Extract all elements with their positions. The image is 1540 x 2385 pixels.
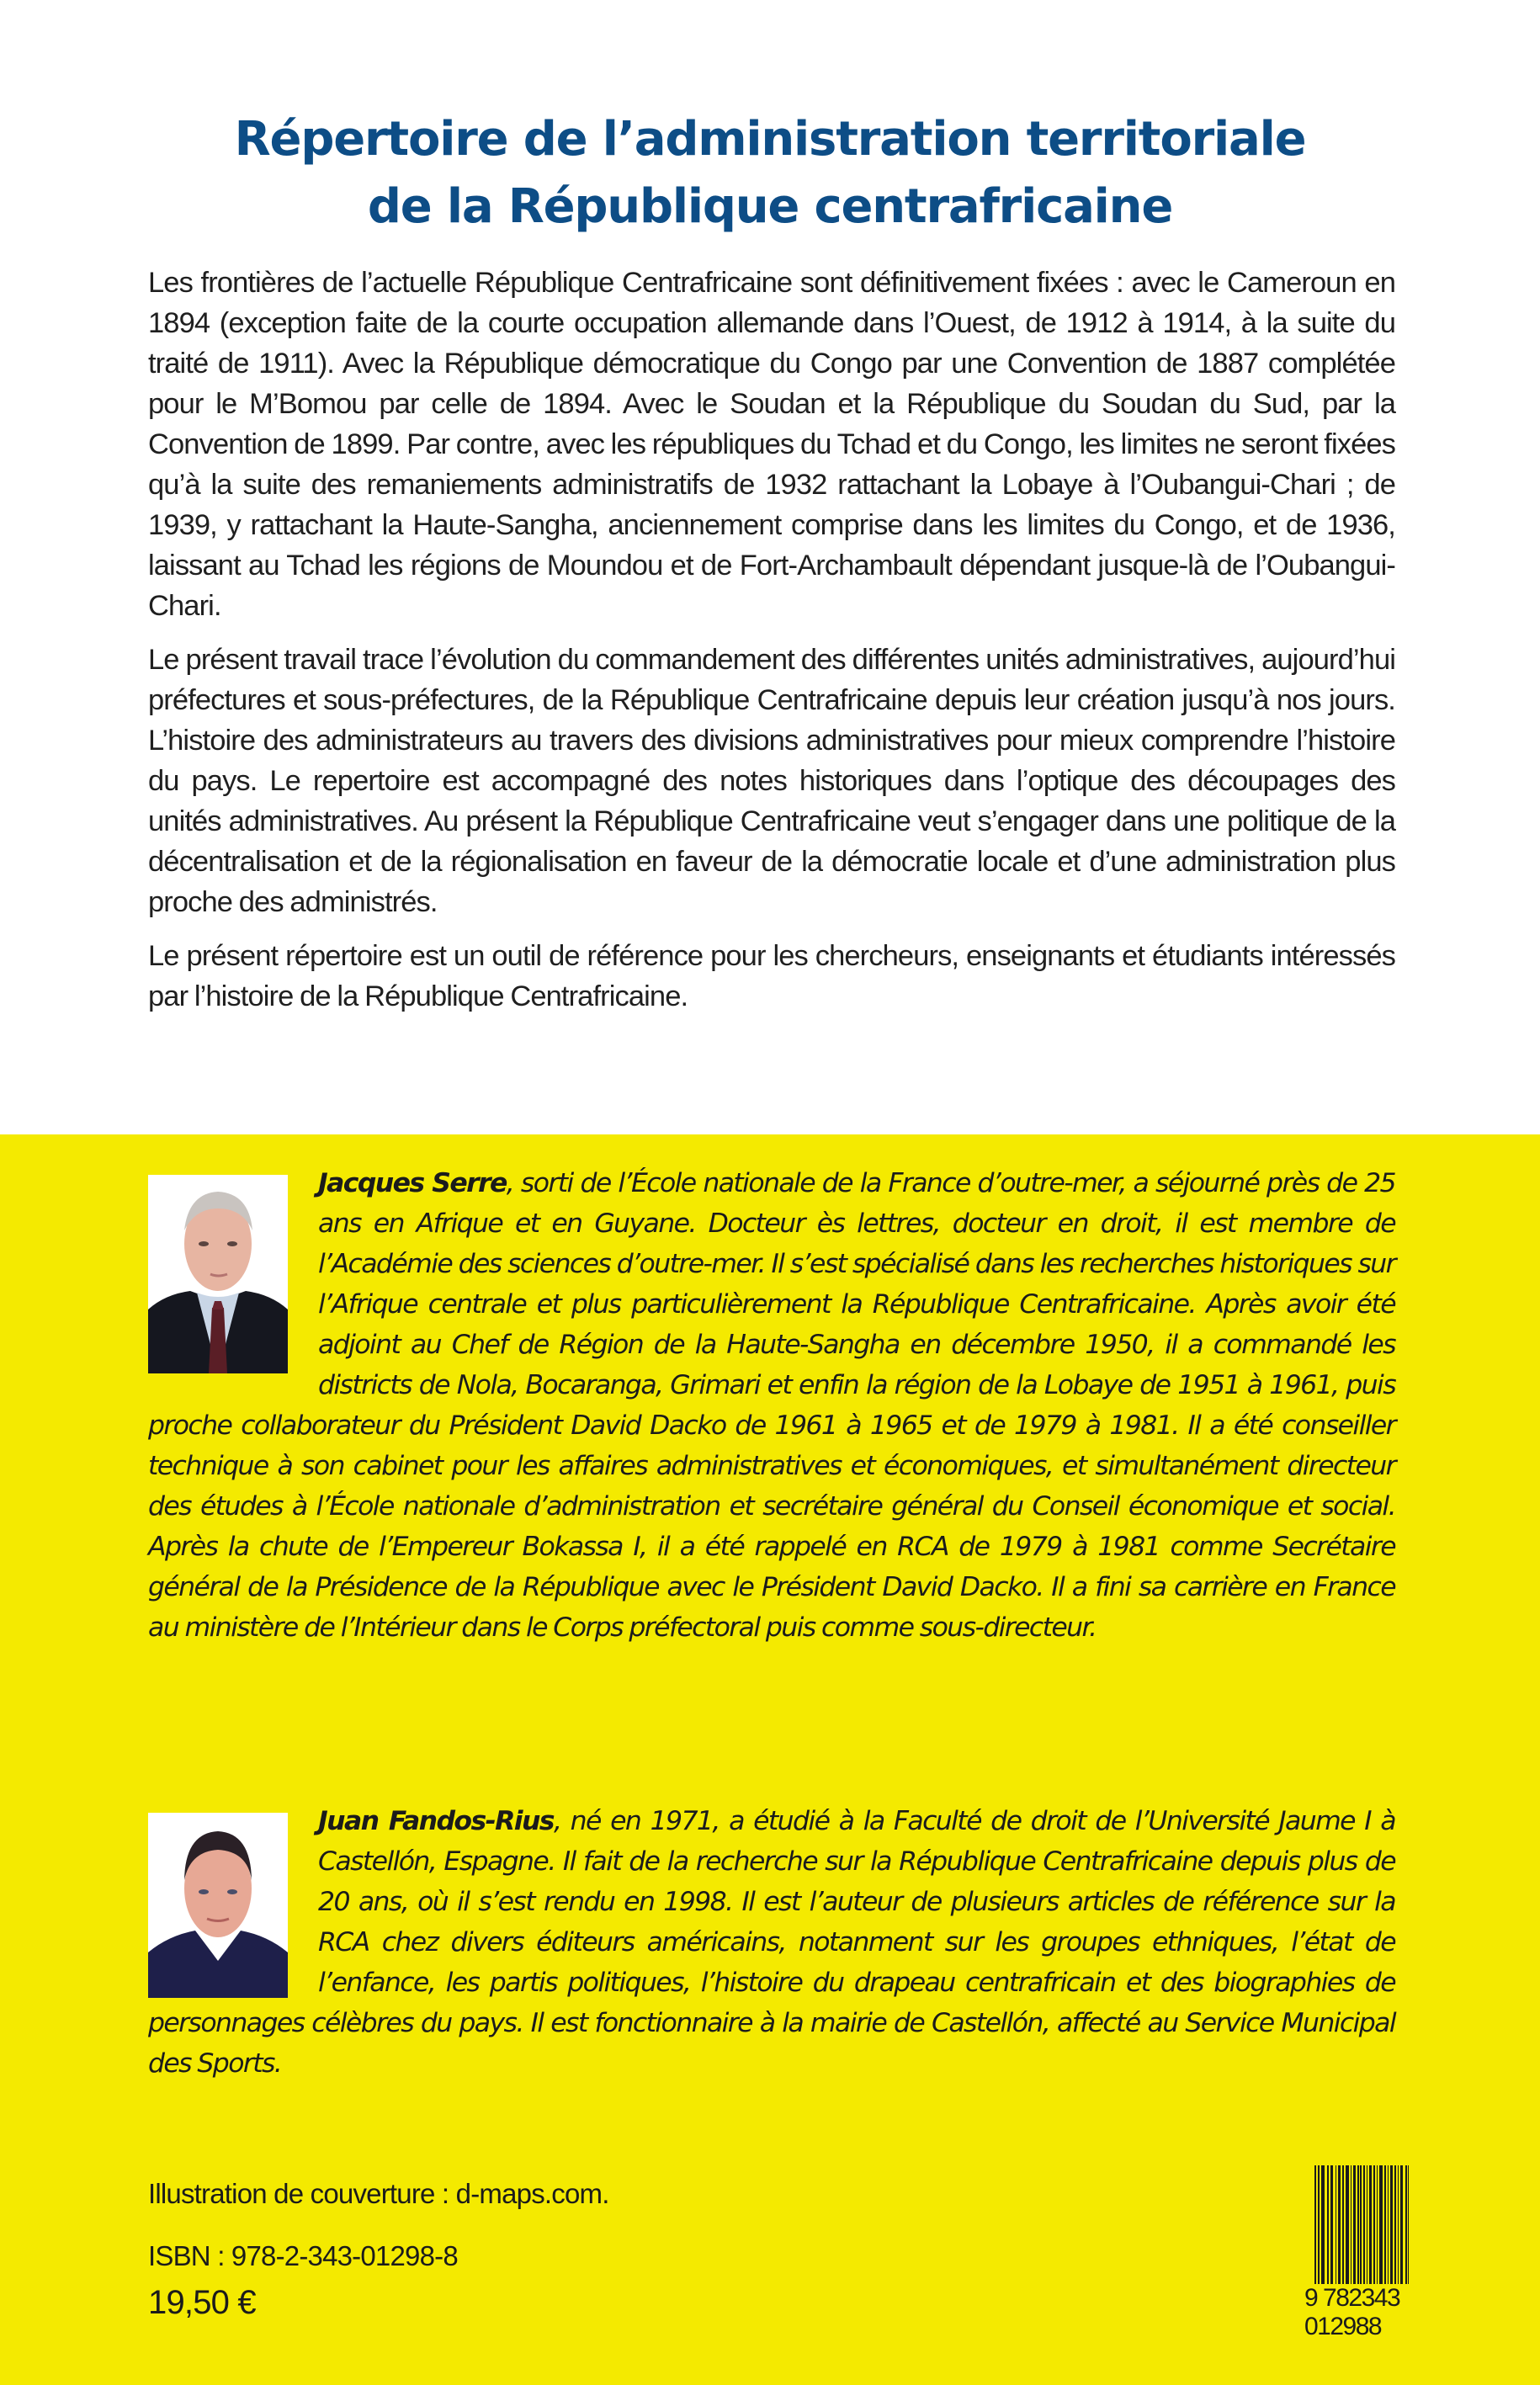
price: 19,50 € xyxy=(148,2284,256,2321)
portrait-man-icon xyxy=(148,1813,288,1998)
intro-paragraph: Les frontières de l’actuelle République Centrafricaine sont définitivement fixées : avec le Cameroun en 1894 (exception faite de la courte occupation allemande dans l’Ouest, de 1912 à 1914, à la suite du traité de 1911). Avec la République démocratique du Congo par une Convention de 1887 complétée pour le M’Bomou par celle de 1894. Avec le Soudan et la République du Soudan du Sud, par la Convention de 1899. Par contre, avec les républiques du Tchad et du Congo, les limites ne seront fixées qu’à la suite des remaniements administratifs de 1932 rattachant la Lobaye à l’Oubangui-Chari ; de 1939, y rattachant la Haute-Sangha, anciennement comprise dans les limites du Congo, et de 1936, laissant au Tchad les régions de Moundou et de Fort-Archambault dépendant jusque-là de l’Oubangui-Chari. xyxy=(148,267,1395,622)
isbn: ISBN : 978-2-343-01298-8 xyxy=(148,2240,458,2271)
author-bio-text: , né en 1971, a étudié à la Faculté de droit de l’Université Jaume I à Castellón, Espagne. Il fait de la recherche sur la République Centrafricaine depuis plus de 20 ans, où il s’est rendu en 1998. Il est l’auteur de plusieurs articles de référence sur la RCA chez divers éditeurs américains, notanment sur les groupes ethniques, l’état de l’enfance, les partis politiques, l’histoire du drapeau centrafricain et des biographies de personnages célèbres du pays. Il est fonctionnaire à la mairie de Castellón, affecté au Service Municipal des Sports. xyxy=(148,1806,1395,2079)
book-title xyxy=(0,106,1540,241)
top-section xyxy=(0,0,1540,1134)
author-bio-text: , sorti de l’École nationale de la France d’outre-mer, a séjourné près de 25 ans en Afrique et en Guyane. Docteur ès lettres, docteur en droit, il est membre de l’Académie des sciences d’outre-mer. Il s’est spécialisé dans les recherches historiques sur l’Afrique centrale et plus particulièrement la République Centrafricaine. Après avoir été adjoint au Chef de Région de la Haute-Sangha en décembre 1950, il a commandé les districts de Nola, Bocaranga, Grimari et enfin la région de la Lobaye de 1951 à 1961, puis proche collaborateur du Président David Dacko de 1961 à 1965 et de 1979 à 1981. Il a été conseiller technique à son cabinet pour les affaires administratives et économiques, et simultanément directeur des études à l’École nationale d’administration et secrétaire général du Conseil économique et social. Après la chute de l’Empereur Bokassa I, il a été rappelé en RCA de 1979 à 1981 comme Secrétaire général de la Présidence de la République avec le Président David Dacko. Il a fini sa carrière en France au ministère de l’Intérieur dans le Corps préfectoral puis comme sous-directeur. xyxy=(148,1168,1395,1643)
author-bio xyxy=(148,1163,1395,1648)
cover-credit: Illustration de couverture : d-maps.com. xyxy=(148,2178,609,2209)
author-photo xyxy=(148,1813,288,1998)
author-name: Jacques Serre xyxy=(318,1168,507,1198)
intro-text xyxy=(148,263,1395,1030)
intro-paragraph: Le présent travail trace l’évolution du commandement des différentes unités administratives, aujourd’hui préfectures et sous-préfectures, de la République Centrafricaine depuis leur création jusqu’à nos jours. L’histoire des administrateurs au travers des divisions administratives pour mieux comprendre l’histoire du pays. Le repertoire est accompagné des notes historiques dans l’optique des découpages des unités administratives. Au présent la République Centrafricaine veut s’engager dans une politique de la décentralisation et de la régionalisation en faveur de la démocratie locale et d’une administration plus proche des administrés. xyxy=(148,644,1395,918)
title-line-2: de la République centrafricaine xyxy=(367,179,1173,234)
intro-paragraph: Le présent répertoire est un outil de référence pour les chercheurs, enseignants et étudiants intéressés par l’histoire de la République Centrafricaine. xyxy=(148,940,1395,1012)
title-line-1: Répertoire de l’administration territoriale xyxy=(234,112,1306,167)
barcode-number: 9 782343 012988 xyxy=(1303,2284,1412,2341)
author-photo xyxy=(148,1175,288,1373)
portrait-elderly-man-icon xyxy=(148,1175,288,1373)
author-name: Juan Fandos-Rius xyxy=(318,1806,554,1836)
author-bio xyxy=(148,1801,1395,2084)
